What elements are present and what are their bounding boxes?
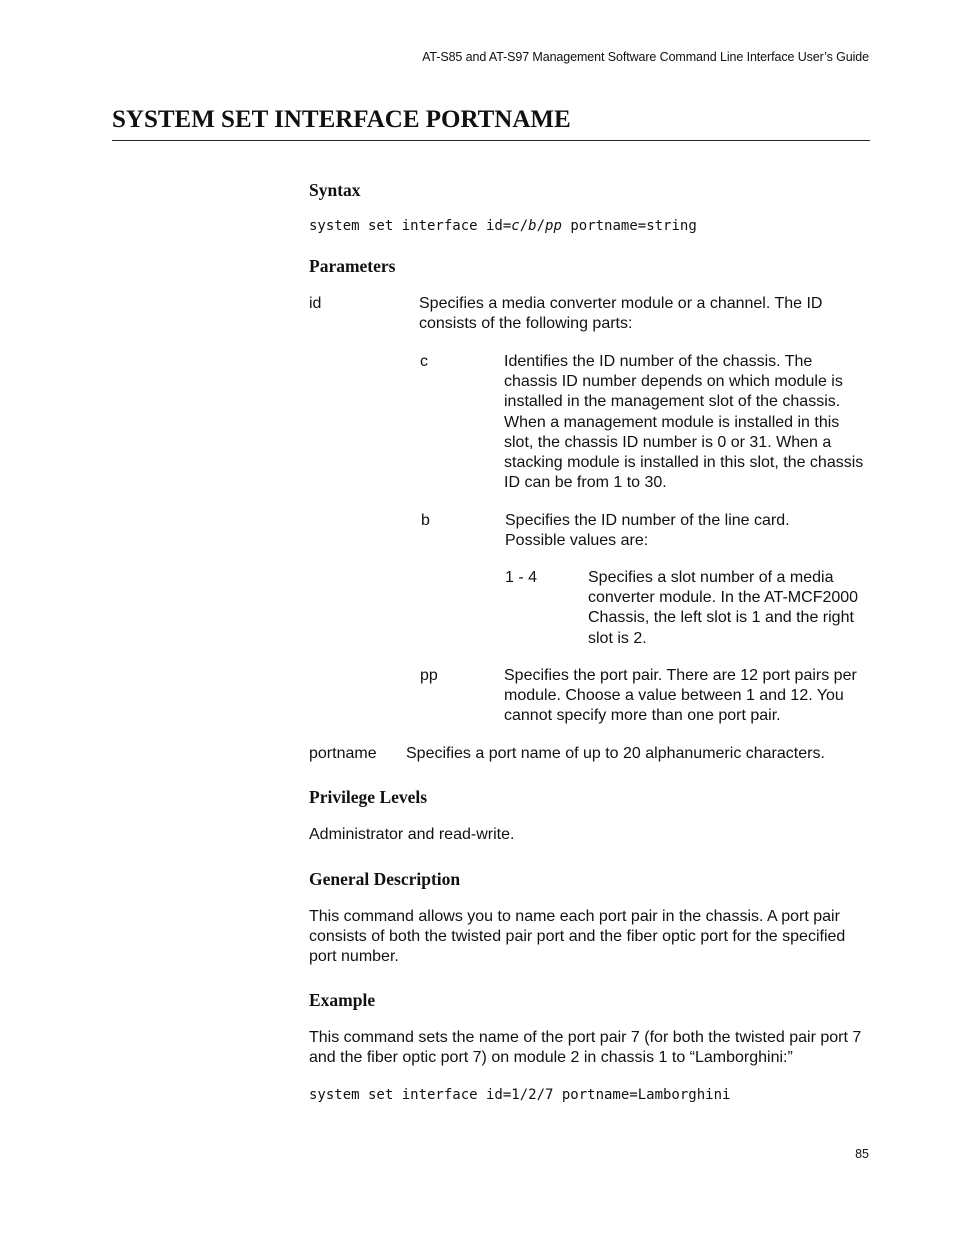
syntax-code bbox=[309, 218, 697, 234]
syntax-code-suffix: portname=string bbox=[561, 218, 697, 234]
general-description-text: This command allows you to name each port pair in the chassis. A port pair consists of both the twisted pair port and the fiber optic port for the specified port number. bbox=[309, 908, 846, 966]
param-c-term: c bbox=[420, 353, 428, 370]
syntax-code-pp: pp bbox=[545, 218, 562, 234]
privilege-text: Administrator and read-write. bbox=[309, 826, 515, 843]
syntax-code-sep1: / bbox=[519, 218, 529, 234]
syntax-heading: Syntax bbox=[309, 180, 361, 200]
param-id-description: Specifies a media converter module or a channel. The ID consists of the following parts: bbox=[419, 295, 823, 333]
example-code: system set interface id=1/2/7 portname=Lamborghini bbox=[309, 1087, 731, 1103]
parameters-heading: Parameters bbox=[309, 256, 396, 276]
syntax-code-sep2: / bbox=[536, 218, 546, 234]
title-rule bbox=[112, 140, 870, 141]
param-pp-term: pp bbox=[420, 667, 438, 684]
param-b-description: Specifies the ID number of the line card. Possible values are: bbox=[505, 512, 790, 550]
privilege-heading: Privilege Levels bbox=[309, 787, 428, 807]
syntax-code-c: c bbox=[511, 218, 520, 234]
param-portname-term: portname bbox=[309, 745, 377, 762]
param-range-term: 1 - 4 bbox=[505, 569, 538, 586]
param-c-description: Identifies the ID number of the chassis. The chassis ID number depends on which module is installed in the management slot of the chassis. When a management module is installed in this slot, the chassis ID number is 0 or 31. When a stacking module is installed in this slot, the chassis ID can be from 1 to 30. bbox=[504, 353, 864, 492]
param-id-term: id bbox=[309, 295, 322, 312]
param-b-term: b bbox=[421, 512, 430, 529]
example-heading: Example bbox=[309, 990, 376, 1010]
syntax-code-prefix: system set interface id= bbox=[309, 218, 512, 234]
param-portname-description: Specifies a port name of up to 20 alphanumeric characters. bbox=[406, 745, 825, 762]
param-pp-description: Specifies the port pair. There are 12 port pairs per module. Choose a value between 1 and 12. You cannot specify more than one port pair. bbox=[504, 667, 857, 725]
param-range-description: Specifies a slot number of a media converter module. In the AT-MCF2000 Chassis, the left slot is 1 and the right slot is 2. bbox=[588, 569, 859, 647]
page-number: 85 bbox=[855, 1147, 869, 1161]
running-header: AT-S85 and AT-S97 Management Software Command Line Interface User’s Guide bbox=[422, 50, 869, 64]
syntax-code-b: b bbox=[528, 218, 537, 234]
example-text: This command sets the name of the port pair 7 (for both the twisted pair port 7 and the fiber optic port 7) on module 2 in chassis 1 to “Lamborghini:” bbox=[309, 1029, 862, 1067]
general-description-heading: General Description bbox=[309, 869, 461, 889]
page-title: SYSTEM SET INTERFACE PORTNAME bbox=[112, 106, 571, 133]
